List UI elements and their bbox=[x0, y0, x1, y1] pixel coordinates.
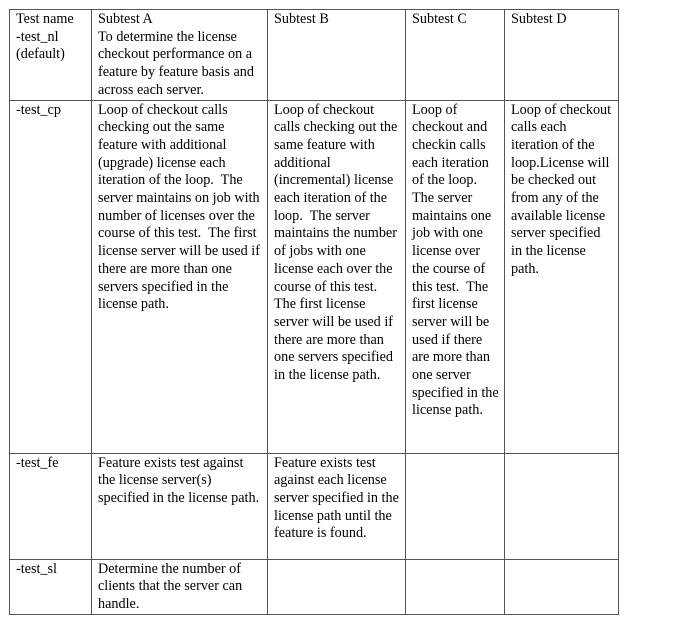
row-subtest-d bbox=[505, 453, 619, 559]
row-subtest-c: Loop of checkout and checkin calls each iteration of the loop. The server maintains one job with one license over the course of this test. The first license server will be used if there are more than one server specified in the license path. bbox=[406, 100, 505, 453]
row-subtest-c bbox=[406, 559, 505, 614]
header-subtest-d: Subtest D bbox=[505, 10, 619, 101]
table-row bbox=[10, 453, 619, 559]
row-test-name: -test_cp bbox=[10, 100, 92, 453]
header-subtest-a: Subtest A To determine the license checkout performance on a feature by feature basis and across each server. bbox=[92, 10, 268, 101]
license-test-table bbox=[9, 9, 619, 615]
row-subtest-d bbox=[505, 559, 619, 614]
row-subtest-c bbox=[406, 453, 505, 559]
header-subtest-c: Subtest C bbox=[406, 10, 505, 101]
row-subtest-a: Loop of checkout calls checking out the same feature with additional (upgrade) license each iteration of the loop. The server maintains on job with number of licenses over the course of this test. The first license server will be used if there are more than one servers specified in the license path. bbox=[92, 100, 268, 453]
row-test-name: -test_sl bbox=[10, 559, 92, 614]
header-subtest-b: Subtest B bbox=[268, 10, 406, 101]
row-subtest-a: Feature exists test against the license server(s) specified in the license path. bbox=[92, 453, 268, 559]
table-row bbox=[10, 100, 619, 453]
table-row bbox=[10, 559, 619, 614]
row-subtest-d: Loop of checkout calls each iteration of the loop.License will be checked out from any of the available license server specified in the license path. bbox=[505, 100, 619, 453]
row-subtest-a: Determine the number of clients that the server can handle. bbox=[92, 559, 268, 614]
row-subtest-b: Feature exists test against each license server specified in the license path until the feature is found. bbox=[268, 453, 406, 559]
header-row bbox=[10, 10, 619, 101]
header-test-name: Test name -test_nl (default) bbox=[10, 10, 92, 101]
row-subtest-b: Loop of checkout calls checking out the same feature with additional (incremental) license each iteration of the loop. The server maintains the number of jobs with one license each over the course of this test. The first license server will be used if there are more than one servers specified in the license path. bbox=[268, 100, 406, 453]
row-subtest-b bbox=[268, 559, 406, 614]
row-test-name: -test_fe bbox=[10, 453, 92, 559]
